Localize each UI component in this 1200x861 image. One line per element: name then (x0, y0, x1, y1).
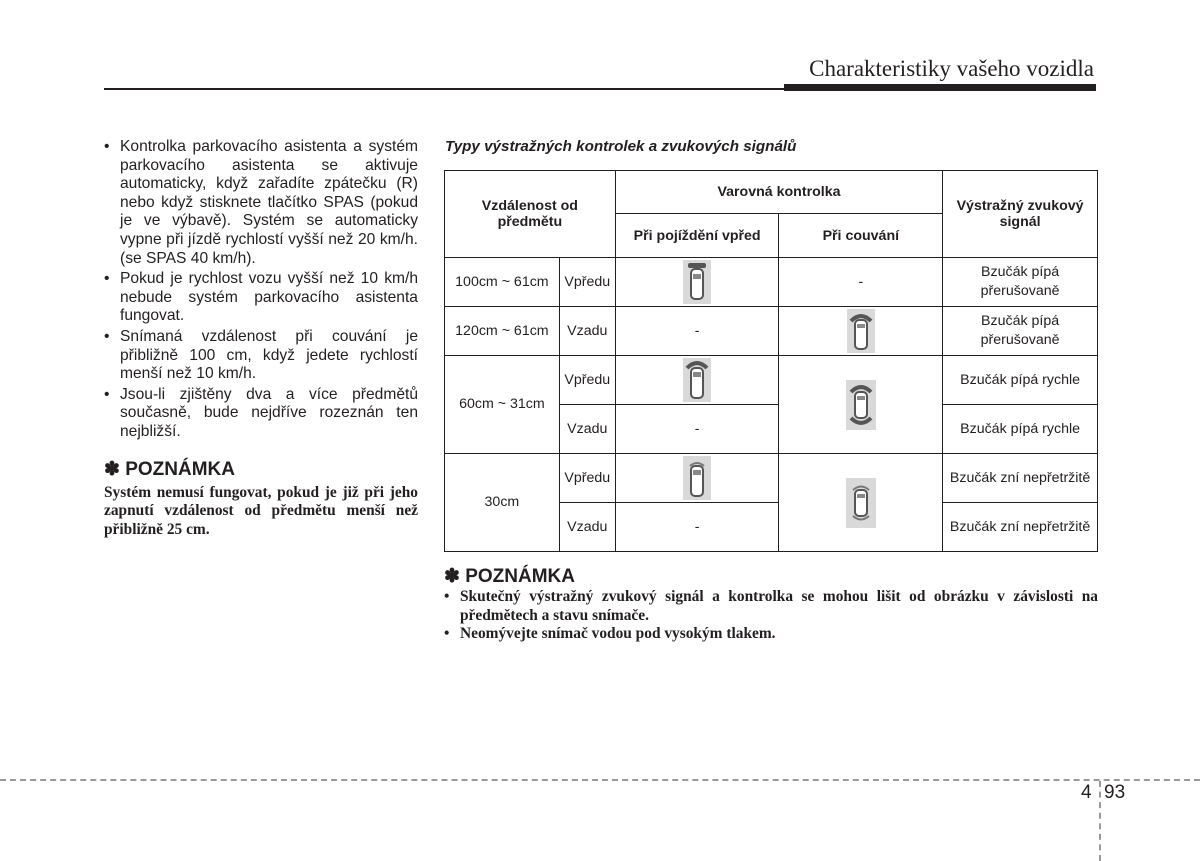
forward-icon-cell (615, 356, 779, 405)
direction-cell: Vpředu (559, 258, 615, 307)
sound-cell: Bzučák pípá přerušovaně (943, 258, 1098, 307)
right-note (444, 566, 1098, 644)
direction-cell: Vpředu (559, 454, 615, 503)
forward-cell: - (615, 405, 779, 454)
forward-cell: - (615, 307, 779, 356)
header-forward: Při pojíždění vpřed (615, 214, 779, 258)
car-top-view-front-rear-sensor-icon (846, 380, 876, 430)
table-caption: Typy výstražných kontrolek a zvukových signálů (445, 138, 797, 155)
forward-icon-cell (615, 454, 779, 503)
direction-cell: Vzadu (559, 405, 615, 454)
header-warning-light: Varovná kontrolka (615, 171, 942, 214)
list-item: • Snímaná vzdálenost při couvání je přibližně 100 cm, když jedete rychlostí menší než 10 km/h. (104, 328, 418, 384)
list-item: • Skutečný výstražný zvukový signál a kontrolka se mohou lišit od obrázku v závislosti na předmětech a stavu snímače. (444, 588, 1098, 625)
note-heading: ✽ POZNÁMKA (444, 566, 575, 587)
note-text: Systém nemusí fungovat, pokud je již při jeho zapnutí vzdálenost od předmětu menší než přibližně 25 cm. (104, 483, 418, 538)
reverse-icon-cell (779, 454, 943, 552)
list-item: • Jsou-li zjištěny dva a více předmětů současně, bude nejdříve rozeznán ten nejbližší. (104, 386, 418, 442)
table-row (445, 258, 1098, 307)
direction-cell: Vzadu (559, 307, 615, 356)
sound-cell: Bzučák pípá rychle (943, 356, 1098, 405)
distance-cell: 120cm ~ 61cm (445, 307, 560, 356)
sound-cell: Bzučák pípá rychle (943, 405, 1098, 454)
distance-cell: 30cm (445, 454, 560, 552)
warning-types-table (444, 170, 1098, 552)
note-bullet-list (444, 588, 1098, 644)
header-reverse: Při couvání (779, 214, 943, 258)
header-distance: Vzdálenost od předmětu (445, 171, 616, 258)
header-sound-signal: Výstražný zvukový signál (943, 171, 1098, 258)
info-bullet-list (104, 138, 418, 442)
left-column (104, 138, 418, 539)
reverse-cell: - (779, 258, 943, 307)
reverse-icon-cell (779, 356, 943, 454)
list-item: • Kontrolka parkovacího asistenta a systém parkovacího asistenta se aktivuje automaticky, když zařadíte zpátečku (R) nebo když stisknete tlačítko SPAS (pokud je ve výbavě). Systém se automaticky vypne při jízdě rychlostí vyšší než 20 km/h. (se SPAS 40 km/h). (104, 138, 418, 268)
reverse-icon-cell (779, 307, 943, 356)
list-item: • Neomývejte snímač vodou pod vysokým tlakem. (444, 625, 1098, 644)
footer-divider (0, 779, 1200, 781)
direction-cell: Vzadu (559, 503, 615, 552)
running-header-title: Charakteristiky vašeho vozidla (809, 56, 1094, 81)
note-heading: ✽ POZNÁMKA (104, 458, 235, 480)
forward-icon-cell (615, 258, 779, 307)
car-top-view-outline-icon (846, 478, 876, 528)
footer-vertical-divider (1099, 781, 1101, 861)
direction-cell: Vpředu (559, 356, 615, 405)
right-column (444, 136, 1098, 535)
distance-cell: 60cm ~ 31cm (445, 356, 560, 454)
car-top-view-front-outline-icon (683, 456, 711, 500)
chapter-number: 4 (1081, 782, 1092, 803)
header-rule (104, 88, 784, 90)
table-row (445, 454, 1098, 503)
header-rule-accent (784, 84, 1096, 91)
list-item: • Pokud je rychlost vozu vyšší než 10 km/h nebude systém parkovacího asistenta fungovat. (104, 270, 418, 326)
car-top-view-rear-sensor-icon (847, 309, 875, 353)
car-top-view-front-sensor-icon (683, 358, 711, 402)
forward-cell: - (615, 503, 779, 552)
page-number: 93 (1104, 782, 1126, 803)
car-top-view-front-sensor-icon (683, 260, 711, 304)
table-row (445, 307, 1098, 356)
sound-cell: Bzučák pípá přerušovaně (943, 307, 1098, 356)
sound-cell: Bzučák zní nepřetržitě (943, 454, 1098, 503)
distance-cell: 100cm ~ 61cm (445, 258, 560, 307)
sound-cell: Bzučák zní nepřetržitě (943, 503, 1098, 552)
table-row (445, 356, 1098, 405)
